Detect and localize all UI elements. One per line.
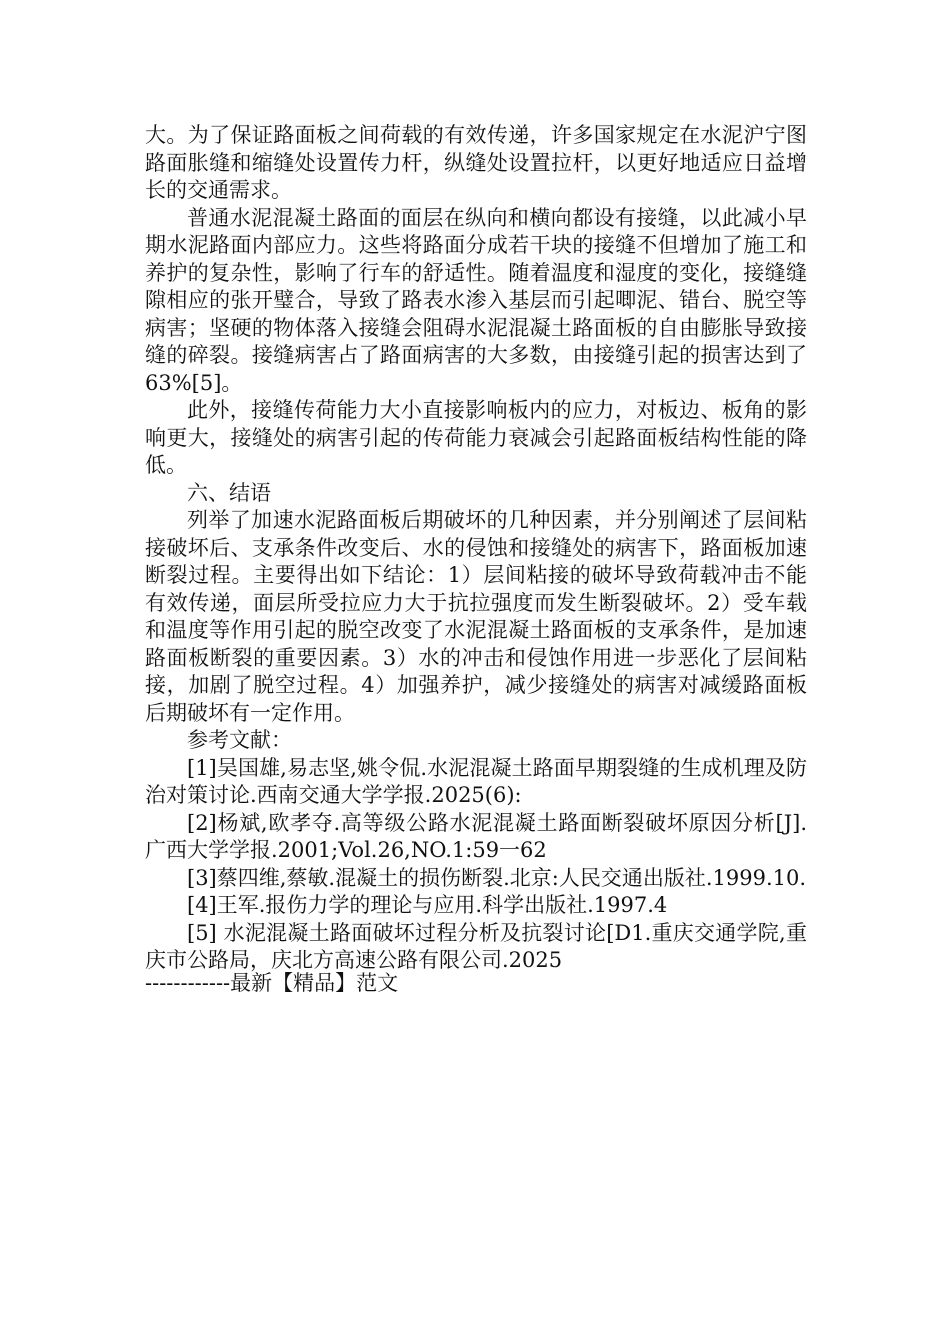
reference-item: [2]杨斌,欧孝夺.高等级公路水泥混凝土路面断裂破坏原因分析[J].广西大学学报.2001;Vol.26,NO.1:59一62 [145,810,807,862]
references-heading: 参考文献： [187,728,292,752]
reference-item: [1]吴国雄,易志坚,姚令侃.水泥混凝土路面早期裂缝的生成机理及防治对策讨论.西南交通大学学报.2025(6): [145,755,807,807]
section-heading: 六、结语 [187,480,271,505]
document-body [145,122,807,975]
reference-item: [3]蔡四维,蔡敏.混凝土的损伤断裂.北京:人民交通出版社.1999.10. [187,865,807,890]
reference-item: [4]王军.报伤力学的理论与应用.科学出版社.1997.4 [187,893,668,917]
paragraph: 普通水泥混凝土路面的面层在纵向和横向都设有接缝，以此减小早期水泥路面内部应力。这些将路面分成若干块的接缝不但增加了施工和养护的复杂性，影响了行车的舒适性。随着温度和湿度的变化，接缝缝隙相应的张开璧合，导致了路表水渗入基层而引起唧泥、错台、脱空等病害；坚硬的物体落入接缝会阻碍水泥混凝土路面板的自由膨胀导致接缝的碎裂。接缝病害占了路面病害的大多数，由接缝引起的损害达到了63%[5]。 [145,205,807,395]
reference-item: [5] 水泥混凝土路面破坏过程分析及抗裂讨论[D1.重庆交通学院,重庆市公路局，庆北方高速公路有限公司.2025 [145,920,807,972]
footer-text: ------------最新【精品】范文 [145,971,399,995]
paragraph: 大。为了保证路面板之间荷载的有效传递，许多国家规定在水泥沪宁图路面胀缝和缩缝处设置传力杆，纵缝处设置拉杆，以更好地适应日益增长的交通需求。 [145,123,807,202]
conclusion-paragraph: 列举了加速水泥路面板后期破坏的几种因素，并分别阐述了层间粘接破坏后、支承条件改变后、水的侵蚀和接缝处的病害下，路面板加速断裂过程。主要得出如下结论：1）层间粘接的破坏导致荷载冲击不能有效传递，面层所受拉应力大于抗拉强度而发生断裂破坏。2）受车载和温度等作用引起的脱空改变了水泥混凝土路面板的支承条件，是加速路面板断裂的重要因素。3）水的冲击和侵蚀作用进一步恶化了层间粘接，加剧了脱空过程。4）加强养护，减少接缝处的病害对减缓路面板后期破坏有一定作用。 [145,508,807,725]
paragraph: 此外，接缝传荷能力大小直接影响板内的应力，对板边、板角的影响更大，接缝处的病害引起的传荷能力衰减会引起路面板结构性能的降低。 [145,398,807,477]
